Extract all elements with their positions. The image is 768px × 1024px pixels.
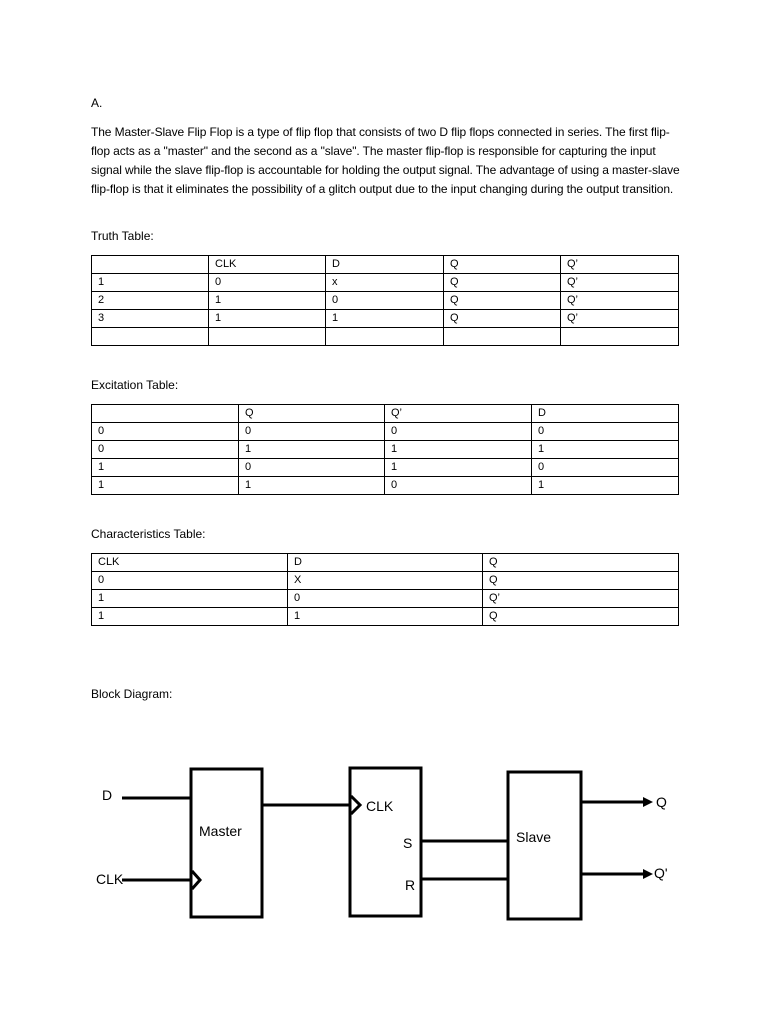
characteristics-table-cell: 1 (92, 590, 288, 608)
excitation-table-cell: 0 (532, 459, 679, 477)
excitation-table-cell: 0 (92, 423, 239, 441)
characteristics-table-header-row (92, 554, 679, 572)
excitation-table-header-cell (92, 405, 239, 423)
truth-table-header-cell: CLK (209, 256, 326, 274)
excitation-table-cell: 0 (239, 423, 385, 441)
truth-table-cell: Q’ (561, 292, 679, 310)
truth-table-cell: Q (444, 310, 561, 328)
truth-table-cell: 0 (326, 292, 444, 310)
excitation-table-header-cell: Q’ (385, 405, 532, 423)
truth-table-cell: 0 (209, 274, 326, 292)
truth-table-cell: 1 (326, 310, 444, 328)
middle-clk-label: CLK (366, 798, 394, 814)
truth-table-header-cell: Q (444, 256, 561, 274)
qbar-output-label: Q' (654, 865, 668, 881)
clk-input-label: CLK (96, 871, 124, 887)
characteristics-table-cell: Q (483, 608, 679, 626)
excitation-table-cell: 0 (239, 459, 385, 477)
characteristics-table-cell: Q’ (483, 590, 679, 608)
characteristics-table-cell: 1 (92, 608, 288, 626)
characteristics-table-cell: 0 (92, 572, 288, 590)
excitation-table-cell: 1 (239, 477, 385, 495)
excitation-table-cell: 0 (532, 423, 679, 441)
truth-table-row (92, 292, 679, 310)
characteristics-table-header-cell: D (288, 554, 483, 572)
excitation-table (91, 404, 679, 495)
section-marker: A. (91, 96, 103, 110)
excitation-table-cell: 1 (92, 459, 239, 477)
truth-table-row (92, 328, 679, 346)
d-input-label: D (102, 787, 113, 803)
slave-label: Slave (516, 829, 552, 845)
characteristics-table-cell: X (288, 572, 483, 590)
characteristics-table-cell: 1 (288, 608, 483, 626)
truth-table-cell: 1 (209, 310, 326, 328)
excitation-table-cell: 1 (385, 459, 532, 477)
excitation-table-row (92, 441, 679, 459)
truth-table-cell (326, 328, 444, 346)
truth-table-cell (444, 328, 561, 346)
middle-clock-triangle (351, 796, 360, 814)
block-diagram (0, 740, 768, 940)
truth-table-header-cell (92, 256, 209, 274)
characteristics-table (91, 553, 679, 626)
truth-table-cell: x (326, 274, 444, 292)
truth-table-header-cell: D (326, 256, 444, 274)
truth-table-cell: 3 (92, 310, 209, 328)
truth-table-header-row (92, 256, 679, 274)
slave-block (508, 772, 581, 919)
truth-table-cell: Q (444, 274, 561, 292)
intro-paragraph: The Master-Slave Flip Flop is a type of flip flop that consists of two D flip flops connected in series. The first flip-flop acts as a "master" and the second as a "slave". The master flip-flop is responsible for capturing the input signal while the slave flip-flop is accountable for holding the output signal. The advantage of using a master-slave flip-flop is that it eliminates the possibility of a glitch output due to the input changing during the output transition. (91, 125, 680, 196)
truth-table-cell (561, 328, 679, 346)
truth-table (91, 255, 679, 346)
truth-table-cell (209, 328, 326, 346)
excitation-table-cell: 0 (385, 423, 532, 441)
master-block (191, 769, 262, 917)
block-diagram-title: Block Diagram: (91, 687, 173, 701)
q-output-label: Q (656, 794, 667, 810)
excitation-table-header-cell: Q (239, 405, 385, 423)
qbar-output-arrowhead (643, 869, 653, 879)
excitation-table-cell: 0 (385, 477, 532, 495)
truth-table-cell: Q’ (561, 310, 679, 328)
truth-table-cell: 1 (92, 274, 209, 292)
excitation-table-row (92, 459, 679, 477)
characteristics-table-cell: 0 (288, 590, 483, 608)
middle-r-label: R (405, 877, 416, 893)
characteristics-table-header-cell: CLK (92, 554, 288, 572)
characteristics-table-row (92, 608, 679, 626)
truth-table-cell (92, 328, 209, 346)
excitation-table-cell: 0 (92, 441, 239, 459)
excitation-table-cell: 1 (532, 441, 679, 459)
characteristics-table-cell: Q (483, 572, 679, 590)
truth-table-row (92, 310, 679, 328)
excitation-table-header-row (92, 405, 679, 423)
excitation-table-cell: 1 (532, 477, 679, 495)
excitation-table-cell: 1 (92, 477, 239, 495)
excitation-table-title: Excitation Table: (91, 378, 179, 392)
truth-table-cell: 1 (209, 292, 326, 310)
characteristics-table-row (92, 572, 679, 590)
excitation-table-cell: 1 (385, 441, 532, 459)
q-output-arrowhead (643, 797, 653, 807)
excitation-table-row (92, 423, 679, 441)
characteristics-table-header-cell: Q (483, 554, 679, 572)
truth-table-cell: Q (444, 292, 561, 310)
truth-table-cell: 2 (92, 292, 209, 310)
truth-table-title: Truth Table: (91, 229, 154, 243)
characteristics-table-row (92, 590, 679, 608)
excitation-table-cell: 1 (239, 441, 385, 459)
characteristics-table-title: Characteristics Table: (91, 527, 206, 541)
middle-s-label: S (403, 835, 413, 851)
master-label: Master (199, 823, 242, 839)
truth-table-header-cell: Q’ (561, 256, 679, 274)
excitation-table-header-cell: D (532, 405, 679, 423)
master-clock-triangle (192, 871, 200, 889)
truth-table-row (92, 274, 679, 292)
truth-table-cell: Q’ (561, 274, 679, 292)
excitation-table-row (92, 477, 679, 495)
